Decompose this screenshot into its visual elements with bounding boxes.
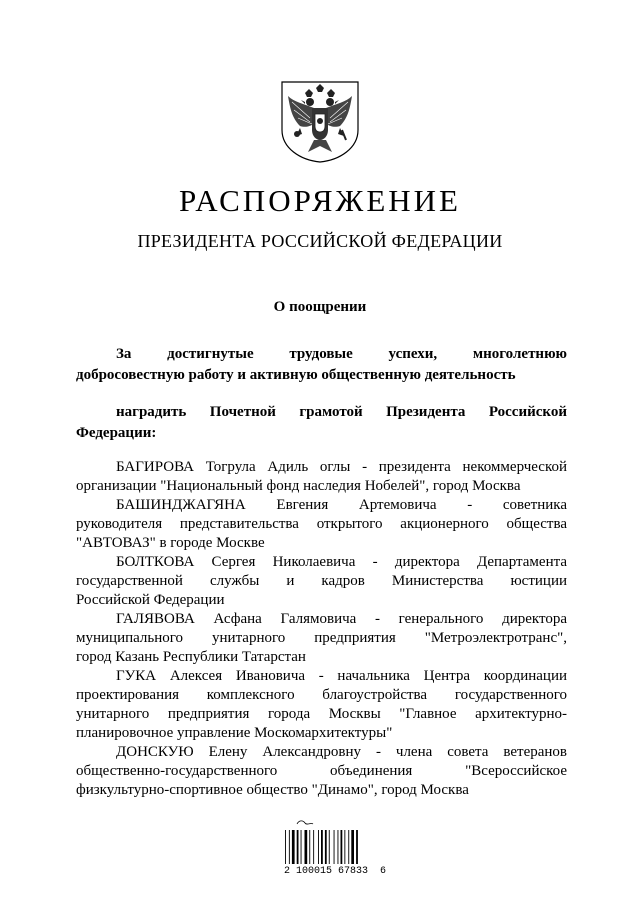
- awardee-line: государственной службы и кадров Министерства юстиции: [76, 573, 567, 589]
- barcode-icon: [283, 818, 359, 868]
- awardee-line: БАГИРОВА Тогрула Адиль оглы - президента некоммерческой: [116, 459, 567, 475]
- awardee-line: ДОНСКУЮ Елену Александровну - члена совета ветеранов: [116, 744, 567, 760]
- awardee-line: муниципального унитарного предприятия "Метроэлектротранс",: [76, 630, 567, 646]
- awardee-line: "АВТОВАЗ" в городе Москве: [76, 535, 265, 551]
- awardee-entry: [76, 743, 567, 800]
- awardee-line: Российской Федерации: [76, 592, 225, 608]
- document-subtitle: ПРЕЗИДЕНТА РОССИЙСКОЙ ФЕДЕРАЦИИ: [137, 231, 503, 251]
- awardee-entry: [76, 496, 567, 553]
- awardee-entry: [76, 667, 567, 743]
- intro-line: добросовестную работу и активную общественную деятельность: [76, 367, 516, 383]
- awardee-entry: [76, 610, 567, 667]
- awardee-line: организации "Национальный фонд наследия Нобелей", город Москва: [76, 478, 521, 494]
- document-heading: О поощрении: [273, 299, 367, 315]
- awardee-list: [76, 458, 567, 800]
- awardee-line: общественно-государственного объединения "Всероссийское: [76, 763, 567, 779]
- awardee-line: город Казань Республики Татарстан: [76, 649, 306, 665]
- document-title: РАСПОРЯЖЕНИЕ: [179, 183, 461, 218]
- award-line: наградить Почетной грамотой Президента Российской: [116, 404, 567, 420]
- award-paragraph: [76, 402, 567, 444]
- awardee-entry: [76, 553, 567, 610]
- awardee-line: руководителя представительства открытого акционерного общества: [76, 516, 567, 532]
- awardee-line: проектирования комплексного благоустройства государственного: [76, 687, 567, 703]
- awardee-line: БОЛТКОВА Сергея Николаевича - директора Департамента: [116, 554, 567, 570]
- awardee-line: ГУКА Алексея Ивановича - начальника Центра координации: [116, 668, 567, 684]
- awardee-line: планировочное управление Москомархитектуры": [76, 725, 393, 741]
- intro-paragraph: [76, 344, 567, 386]
- awardee-line: унитарного предприятия города Москвы "Главное архитектурно-: [76, 706, 567, 722]
- awardee-line: БАШИНДЖАГЯНА Евгения Артемовича - советника: [116, 497, 567, 513]
- awardee-entry: [76, 458, 567, 496]
- intro-line: За достигнутые трудовые успехи, многолетнюю: [116, 346, 567, 362]
- barcode-number: 2 100015 67833 6: [284, 866, 387, 877]
- awardee-line: физкультурно-спортивное общество "Динамо", город Москва: [76, 782, 469, 798]
- awardee-line: ГАЛЯВОВА Асфана Галямовича - генерального директора: [116, 611, 567, 627]
- award-line: Федерации:: [76, 425, 157, 441]
- state-emblem-icon: [278, 78, 362, 164]
